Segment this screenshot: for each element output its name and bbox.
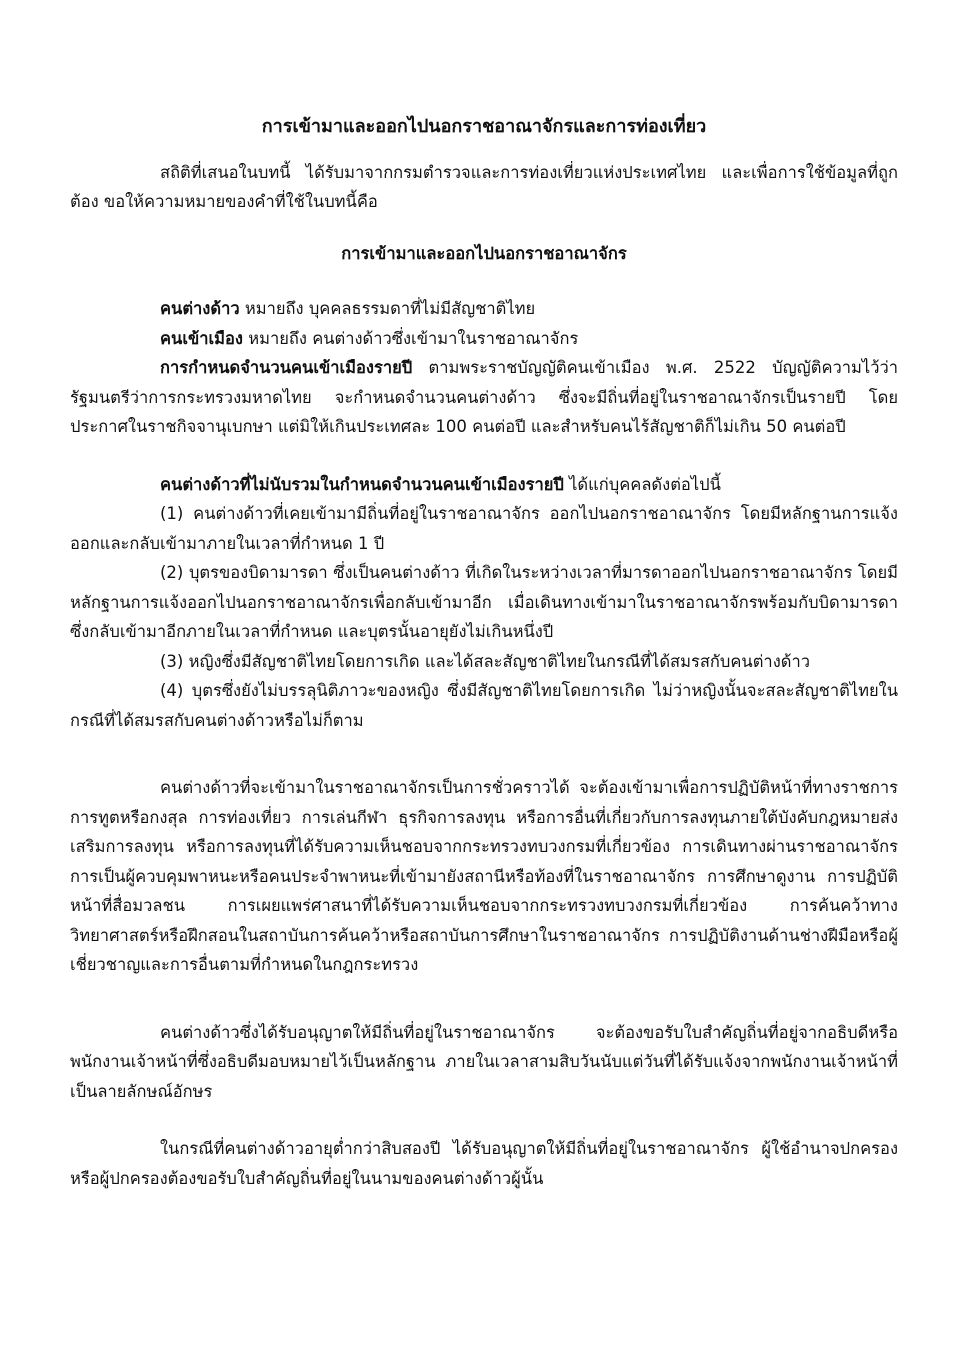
exempt-item-4: (4) บุตรซึ่งยังไม่บรรลุนิติภาวะของหญิง ซึ่งมีสัญชาติไทยโดยการเกิด ไม่ว่าหญิงนั้นจะสละสัญชาติไทยในกรณีที่ได้สมรสกับคนต่างด้าวหรือไม่ก็ตาม bbox=[70, 681, 898, 730]
exempt-heading bbox=[70, 470, 898, 500]
definition-foreigner bbox=[70, 294, 898, 324]
definition-text: หมายถึง บุคคลธรรมดาที่ไม่มีสัญชาติไทย bbox=[239, 299, 536, 318]
intro-paragraph: สถิติที่เสนอในบทนี้ ได้รับมาจากกรมตำรวจและการท่องเที่ยวแห่งประเทศไทย และเพื่อการใช้ข้อมูลที่ถูกต้อง ขอให้ความหมายของคำที่ใช้ในบทนี้คือ bbox=[70, 162, 898, 211]
exempt-item-1: (1) คนต่างด้าวที่เคยเข้ามามีถิ่นที่อยู่ในราชอาณาจักร ออกไปนอกราชอาณาจักร โดยมีหลักฐานการแจ้งออกและกลับเข้ามาภายในเวลาที่กำหนด 1 ปี bbox=[70, 504, 898, 553]
definition-annual-quota bbox=[70, 353, 898, 442]
exempt-item-2: (2) บุตรของบิดามารดา ซึ่งเป็นคนต่างด้าว ที่เกิดในระหว่างเวลาที่มารดาออกไปนอกราชอาณาจักร โดยมีหลักฐานการแจ้งออกไปนอกราชอาณาจักรเพื่อกลับเข้ามาอีก เมื่อเดินทางเข้ามาในราชอาณาจักรพร้อมกับบิดามารดาซึ่งกลับเข้ามาอีกภายในเวลาที่กำหนด และบุตรนั้นอายุยังไม่เกินหนึ่งปี bbox=[70, 563, 898, 641]
minor-residence-paragraph: ในกรณีที่คนต่างด้าวอายุต่ำกว่าสิบสองปี ได้รับอนุญาตให้มีถิ่นที่อยู่ในราชอาณาจักร ผู้ใช้อำนาจปกครอง หรือผู้ปกครองต้องขอรับใบสำคัญถิ่นที่อยู่ในนามของคนต่างด้าวผู้นั้น bbox=[70, 1139, 898, 1188]
residence-certificate-paragraph: คนต่างด้าวซึ่งได้รับอนุญาตให้มีถิ่นที่อยู่ในราชอาณาจักร จะต้องขอรับใบสำคัญถิ่นที่อยู่จากอธิบดีหรือพนักงานเจ้าหน้าที่ซึ่งอธิบดีมอบหมายไว้เป็นหลักฐาน ภายในเวลาสามสิบวันนับแต่วันที่ได้รับแจ้งจากพนักงานเจ้าหน้าที่เป็นลายลักษณ์อักษร bbox=[70, 1022, 898, 1101]
definition-text: ตามพระราชบัญญัติคนเข้าเมือง พ.ศ. 2522 บัญญัติความไว้ว่า รัฐมนตรีว่าการกระทรวงมหาดไทย จะกำหนดจำนวนคนต่างด้าว ซึ่งจะมีถิ่นที่อยู่ในราชอาณาจักรเป็นรายปี โดยประกาศในราชกิจจานุเบกษา แต่มิให้เกินประเทศละ 100 คนต่อปี และสำหรับคนไร้สัญชาติก็ไม่เกิน 50 คนต่อปี bbox=[70, 358, 898, 436]
definition-text: หมายถึง คนต่างด้าวซึ่งเข้ามาในราชอาณาจักร bbox=[242, 328, 579, 348]
definition-term: การกำหนดจำนวนคนเข้าเมืองรายปี bbox=[160, 358, 413, 377]
section-title: การเข้ามาและออกไปนอกราชอาณาจักร bbox=[341, 243, 627, 263]
definition-immigrant bbox=[70, 324, 898, 354]
document-page bbox=[70, 112, 898, 1193]
exempt-heading-term: คนต่างด้าวที่ไม่นับรวมในกำหนดจำนวนคนเข้าเมืองรายปี bbox=[160, 474, 564, 494]
definition-term: คนต่างด้าว bbox=[160, 299, 240, 318]
definition-term: คนเข้าเมือง bbox=[160, 328, 243, 348]
document-title: การเข้ามาและออกไปนอกราชอาณาจักรและการท่องเที่ยว bbox=[261, 116, 707, 137]
temporary-entry-paragraph: คนต่างด้าวที่จะเข้ามาในราชอาณาจักรเป็นการชั่วคราวได้ จะต้องเข้ามาเพื่อการปฏิบัติหน้าที่ทางราชการการทูตหรือกงสุล การท่องเที่ยว การเล่นกีฬา ธุรกิจการลงทุน หรือการอื่นที่เกี่ยวกับการลงทุนภายใต้บังคับกฎหมายส่งเสริมการลงทุน หรือการลงทุนที่ได้รับความเห็นชอบจากกระทรวงทบวงกรมที่เกี่ยวข้อง การเดินทางผ่านราชอาณาจักร การเป็นผู้ควบคุมพาหนะหรือคนประจำพาหนะที่เข้ามายังสถานีหรือท้องที่ในราชอาณาจักร การศึกษาดูงาน การปฏิบัติหน้าที่สื่อมวลชน การเผยแพร่ศาสนาที่ได้รับความเห็นชอบจากกระทรวงทบวงกรมที่เกี่ยวข้อง การค้นคว้าทางวิทยาศาสตร์หรือฝึกสอนในสถาบันการค้นคว้าหรือสถาบันการศึกษาในราชอาณาจักร การปฏิบัติงานด้านช่างฝีมือหรือผู้เชี่ยวชาญและการอื่นตามที่กำหนดในกฎกระทรวง bbox=[70, 778, 898, 974]
exempt-heading-text: ได้แก่บุคคลดังต่อไปนี้ bbox=[563, 474, 721, 494]
exempt-item-3: (3) หญิงซึ่งมีสัญชาติไทยโดยการเกิด และได้สละสัญชาติไทยในกรณีที่ได้สมรสกับคนต่างด้าว bbox=[160, 651, 810, 671]
